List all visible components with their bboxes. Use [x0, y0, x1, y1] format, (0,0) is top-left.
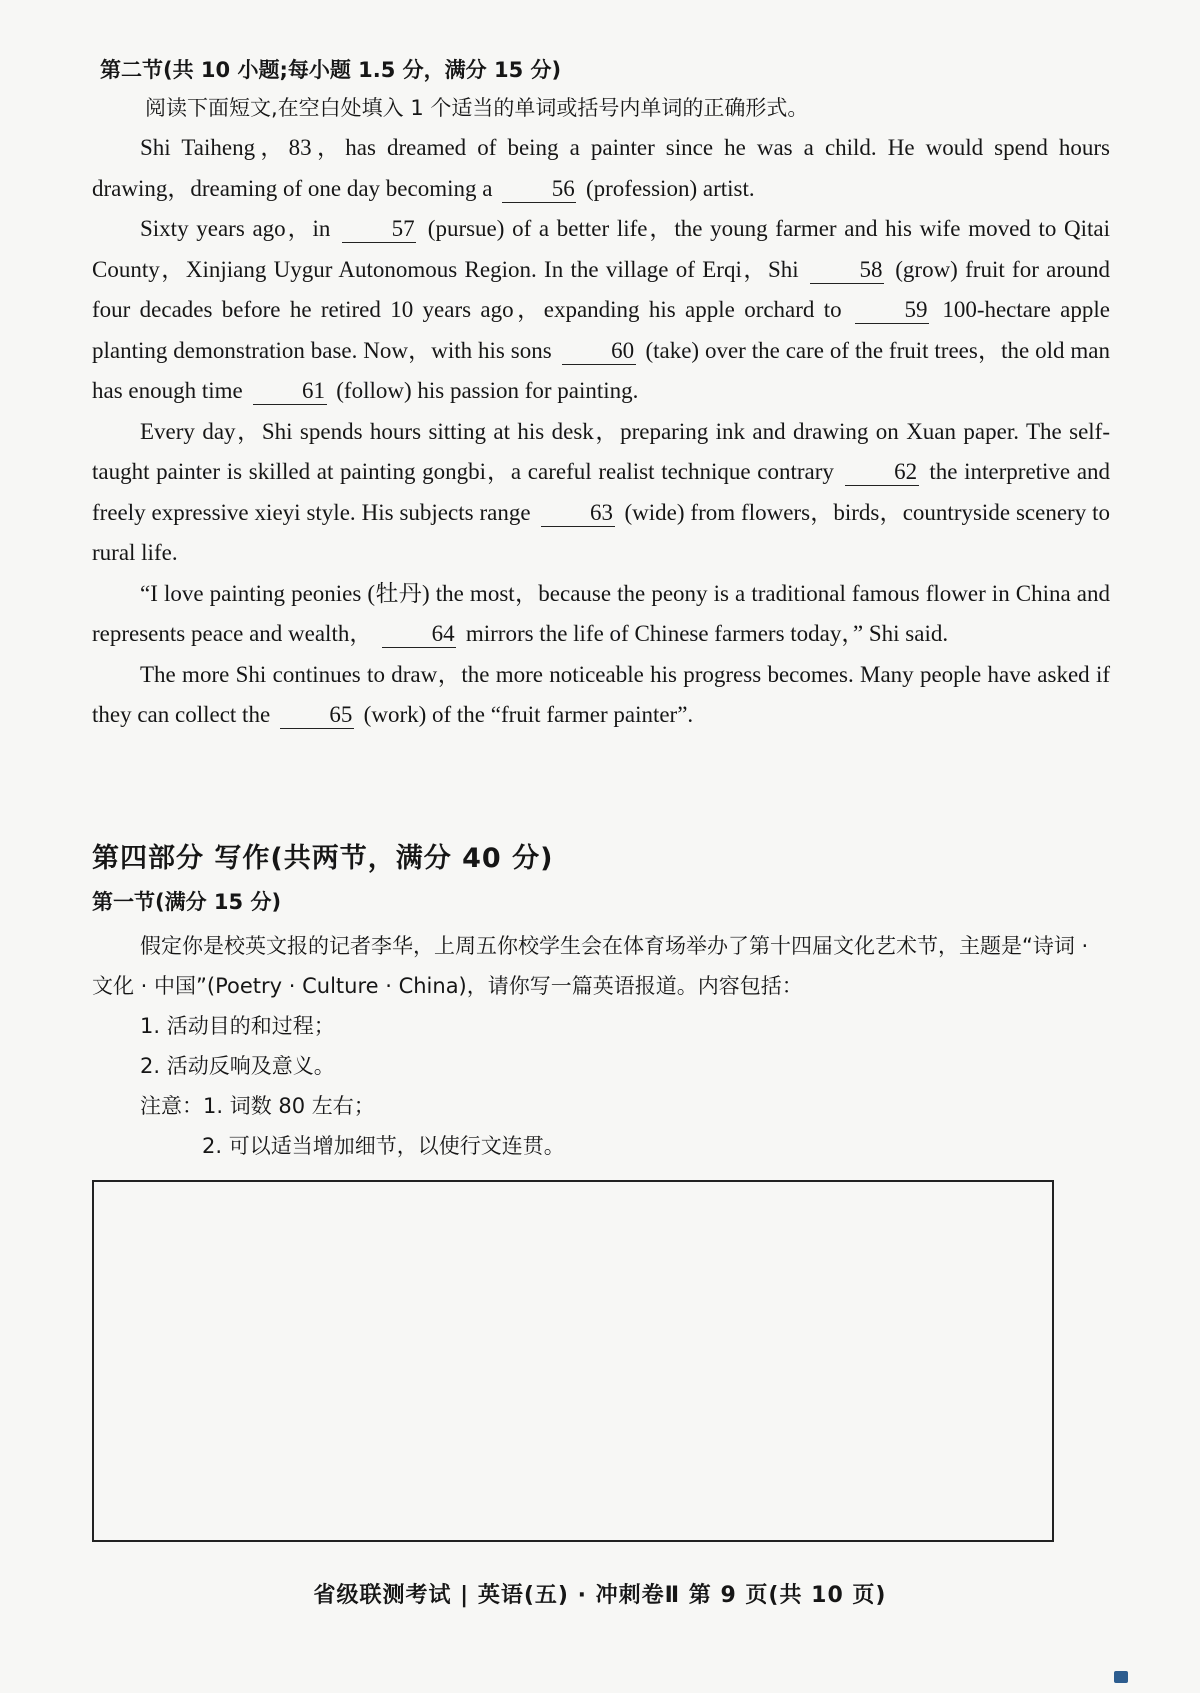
passage-paragraph-4: “I love painting peonies (牡丹) the most，because the peony is a traditional famous flower in China and represents peace and wealth， 64 mirrors the life of Chinese farmers today，” Shi said.: [92, 580, 1110, 646]
writing-task: [92, 926, 1110, 1166]
section-heading: 第二节(共 10 小题;每小题 1.5 分，满分 15 分): [100, 58, 562, 82]
writing-section-heading: 第一节(满分 15 分): [92, 890, 282, 914]
passage-paragraph-1: Shi Taiheng，83，has dreamed of being a painter since he was a child. He would spend hours drawing，dreaming of one day becoming a 56 (profession) artist.: [92, 135, 1110, 201]
scanner-watermark: [1114, 1669, 1194, 1685]
scanner-logo-icon: [1114, 1671, 1128, 1683]
blank-64[interactable]: 64: [382, 621, 456, 648]
note-add-details: 2. 可以适当增加细节，以使行文连贯。: [202, 1134, 565, 1158]
passage-paragraph-2: Sixty years ago，in 57 (pursue) of a better life，the young farmer and his wife moved to Qitai County，Xinjiang Uygur Autonomous Region. In the village of Erqi，Shi 58 (grow) fruit for around four decades before he retired 10 years ago，expanding his apple orchard to 59 100-hectare apple planting demonstration base. Now，with his sons 60 (take) over the care of the fruit trees，the old man has enough time 61 (follow) his passion for painting.: [92, 216, 1111, 403]
blank-60[interactable]: 60: [562, 338, 636, 365]
blank-65[interactable]: 65: [280, 702, 354, 729]
writing-prompt: 假定你是校英文报的记者李华，上周五你校学生会在体育场举办了第十四届文化艺术节，主题是“诗词 · 文化 · 中国”(Poetry · Culture · China)，请你写一篇英语报道。内容包括：: [92, 934, 1089, 998]
page-footer: 省级联测考试 | 英语(五) · 冲刺卷Ⅱ 第 9 页(共 10 页): [313, 1583, 887, 1608]
content-item-1: 1. 活动目的和过程；: [140, 1014, 335, 1038]
blank-59[interactable]: 59: [855, 297, 929, 324]
cloze-passage: [92, 128, 1110, 736]
blank-62[interactable]: 62: [845, 459, 919, 486]
blank-56[interactable]: 56: [502, 176, 576, 203]
answer-box[interactable]: [92, 1180, 1054, 1542]
content-item-2: 2. 活动反响及意义。: [140, 1054, 335, 1078]
blank-58[interactable]: 58: [810, 257, 884, 284]
passage-paragraph-5: The more Shi continues to draw，the more noticeable his progress becomes. Many people have asked if they can collect the 65 (work) of the “fruit farmer painter”.: [92, 661, 1110, 727]
part-four-heading: 第四部分 写作(共两节，满分 40 分): [92, 843, 554, 874]
section-instruction: 阅读下面短文,在空白处填入 1 个适当的单词或括号内单词的正确形式。: [145, 96, 809, 120]
note-word-count: 注意：1. 词数 80 左右；: [140, 1094, 375, 1118]
blank-61[interactable]: 61: [253, 378, 327, 405]
blank-57[interactable]: 57: [342, 216, 416, 243]
passage-paragraph-3: Every day，Shi spends hours sitting at his desk，preparing ink and drawing on Xuan paper. The self-taught painter is skilled at painting gongbi，a careful realist technique contrary 62 the interpretive and freely expressive xieyi style. His subjects range 63 (wide) from flowers，birds，countryside scenery to rural life.: [92, 418, 1111, 565]
blank-63[interactable]: 63: [541, 500, 615, 527]
